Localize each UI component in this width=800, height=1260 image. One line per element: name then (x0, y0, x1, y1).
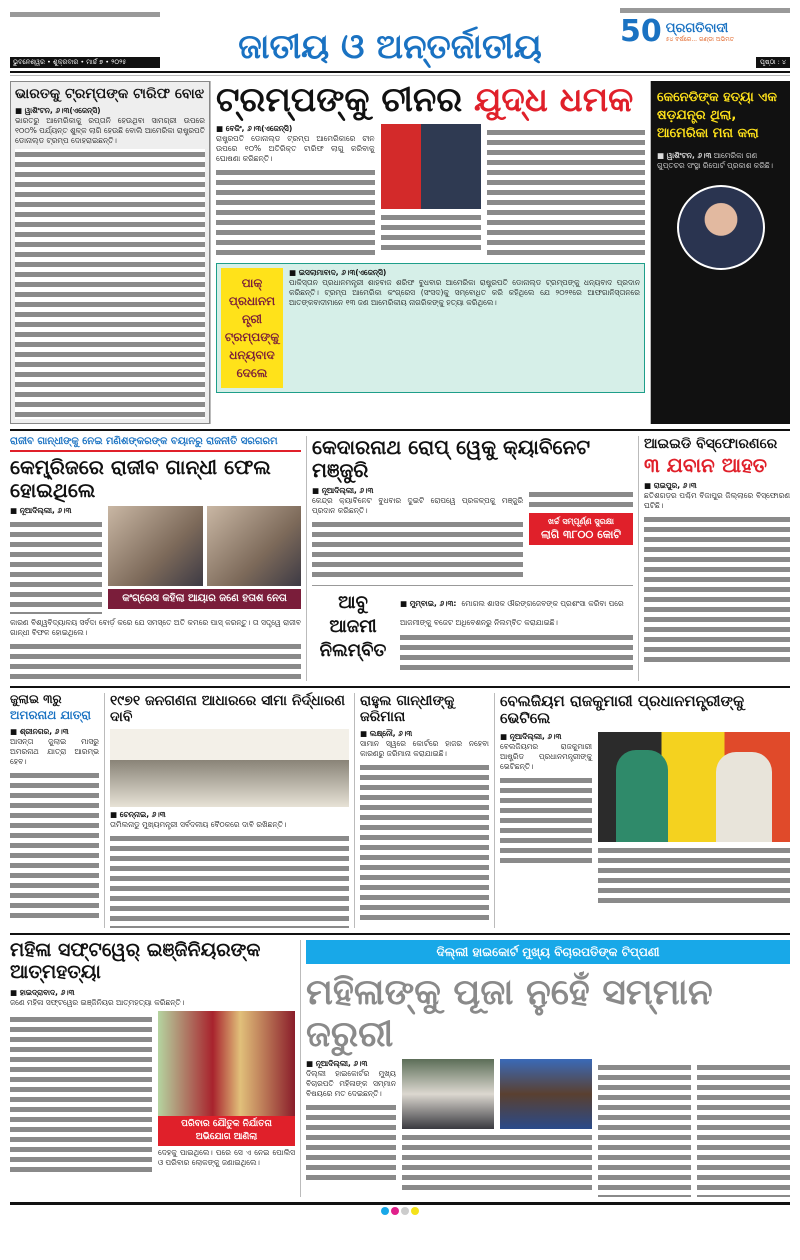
section-top (10, 75, 790, 429)
section-2: ରାଜୀବ ଗାନ୍ଧୀଙ୍କୁ ନେଇ ମଣିଶଙ୍କରଙ୍କ ବୟାନରୁ ରାଜନୀତି ସରଗରମ କେମ୍ବ୍ରିଜରେ ରାଜୀବ ଗାନ୍ଧୀ ଫେଲ ହୋଇଥିଲେ ■ ନୂଆଦିଲ୍ଲୀ, ୬।୩ କଂଗ୍ରେସ କହିଲା ଆୟାର ଜଣେ ହତାଶ ନେତା କାରଣ ବିଶ୍ୱବିଦ୍ୟାଳୟ ସର୍ବଦା ବୋର୍ଡ଼ କରେ ଯେ ସମସ୍ତେ ଅତି କମରେ ପାସ୍ କରନ୍ତୁ। ତା ସତ୍ତ୍ୱେ ରାଜୀବ ଗାନ୍ଧୀ ବିଫଳ ହୋଇଥିଲେ। କେଦାରନାଥ ରୋପ୍ ୱେକୁ କ୍ୟାବିନେଟ ମଞ୍ଜୁରି ■ ନୂଆଦିଲ୍ଲୀ, ୬।୩ କେନ୍ଦ୍ର କ୍ୟାବିନେଟ ବୁଧବାର ଦୁଇଟି ରୋପୱେ ପ୍ରକଳ୍ପକୁ ମଞ୍ଜୁରି ପ୍ରଦାନ କରିଛନ୍ତି। ଖର୍ଚ୍ଚ ସମ୍ପୂର୍ଣ୍ଣ ସୁରକ୍ଷା ଲାଗି ୩୮୦୦ କୋଟି ଆବୁ ଆଜମୀ ନିଲମ୍ବିତ ■ ମୁମ୍ବାଇ, ୬।୩: ମୋଗଲ ଶାସକ ଔରଙ୍ଗଜେବଙ୍କ ପ୍ରଶଂସା କରିବା ପରେ ଆଜମୀଙ୍କୁ ବଜେଟ ଅଧିବେଶନରୁ ନିଲମ୍ବିତ କରାଯାଇଛି। ଆଇଇଡି ବିସ୍ଫୋରଣରେ ୩ ଯବାନ ଆହତ ■ ରାଇପୁର, ୬।୩ ଛତିଶଗଡ଼ର ପଶ୍ଚିମ ବିଜାପୁର ଜିଲ୍ଲାରେ ବିସ୍ଫୋରଣ ଘଟିଛି। (10, 429, 790, 686)
aiyar-photo (108, 506, 203, 586)
engineer-caption: ପରିବାର ଯୌତୁକ ନିର୍ଯାତନା ଅଭିଯୋଗ ଆଣିଲା (158, 1116, 295, 1146)
pak-story: ପାକ୍ ପ୍ରଧାନମନ୍ତ୍ରୀ ଟ୍ରମ୍ପଙ୍କୁ ଧନ୍ୟବାଦ ଦେଲେ ■ ଇସଲାମାବାଦ, ୬।୩(ଏଜେନ୍ସି) ପାକିସ୍ତାନ ପ୍ରଧାନମନ୍ତ୍ରୀ ଶାହବାଜ ଶରିଫ ବୁଧବାର ଆମେରିକା ରାଷ୍ଟ୍ରପତି ଡୋନାଲ୍ଡ ଟ୍ରମ୍ପଙ୍କୁ ଧନ୍ୟବାଦ ପ୍ରଦାନ କରିଛନ୍ତି। ଟ୍ରମ୍ପ ଆମେରିକା କଂଗ୍ରେସ (ସଂସଦ)କୁ ସମ୍ବୋଧିତ କରି କହିଥିଲେ ଯେ ୨୦୨୧ରେ ଆଫଗାନିସ୍ତାନରେ ଆତଙ୍କବାଦୀମାନେ ୧୩ ଜଣ ଆମେରିକୀୟ ନାଗରିକଙ୍କୁ ହତ୍ୟା କରିଥିଲେ। (216, 263, 645, 393)
masthead-logo: 50 ପ୍ରଗତିବାଦୀ ୫୪ ବର୍ଷରେ... ଗଣ୍ଡା ଅଭିମତ (620, 14, 735, 49)
belgium-headline: ବେଲଜିୟମ ରାଜକୁମାରୀ ପ୍ରଧାନମନ୍ତ୍ରୀଙ୍କୁ ଭେଟିଲେ (500, 692, 745, 728)
header-rule-right (620, 8, 790, 13)
kennedy-diagonal-panel (650, 81, 790, 424)
couple-photo (158, 1011, 295, 1116)
registration-mark (401, 1207, 409, 1215)
section-3: ଜୁଲାଇ ୩ରୁ ଅମରନାଥ ଯାତ୍ରା ■ ଶ୍ରୀନଗର, ୬।୩ ଆସନ୍ତା ଜୁଲାଇ ମାସରୁ ଅମରନାଥ ଯାତ୍ରା ଆରମ୍ଭ ହେବ। ୧୯୭୧ ଜନଗଣନା ଆଧାରରେ ସୀମା ନିର୍ଦ୍ଧାରଣ ଦାବି ■ ଚେନ୍ନାଇ, ୬।୩ ତାମିଲନାଡୁ ମୁଖ୍ୟମନ୍ତ୍ରୀ ସର୍ବଦଳୀୟ ବୈଠକରେ ଦାବି ରଖିଛନ୍ତି। ରାହୁଲ ଗାନ୍ଧୀଙ୍କୁ ଜରିମାନା ■ ଲକ୍ଷ୍ନୌ, ୬।୩ ସାମାନ ସ୍ୱରେ କୋର୍ଟରେ ହାଜର ନହେବା କାରଣରୁ ଜରିମାନା କରାଯାଇଛି। ବେଲଜିୟମ ରାଜକୁମାରୀ ପ୍ରଧାନମନ୍ତ୍ରୀଙ୍କୁ ଭେଟିଲେ ■ ନୂଆଦିଲ୍ଲୀ, ୬।୩ ବେଲଜିୟମର ରାଜକୁମାରୀ ଆଷ୍ଟ୍ରିଡ ପ୍ରଧାନମନ୍ତ୍ରୀଙ୍କୁ ଭେଟିଛନ୍ତି। (10, 686, 790, 933)
section-4: ମହିଳା ସଫ୍ଟୱେର୍ ଇଞ୍ଜିନିୟରଙ୍କ ଆତ୍ମହତ୍ୟା ■ ହାଇଦ୍ରାବାଦ, ୬।୩ ଜଣେ ମହିଳା ସଫ୍ଟୱେର ଇଞ୍ଜିନିୟର ଆତ୍ମହତ୍ୟା କରିଛନ୍ତି। ପରିବାର ଯୌତୁକ ନିର୍ଯାତନା ଅଭିଯୋଗ ଆଣିଲା ଦେହକୁ ପାଇଥିଲେ। ପରେ ସେ ଏ ନେଇ ପୋଲିସ ଓ ପରିବାର ଲୋକଙ୍କୁ ଜଣାଇଥିଲେ। ଦିଲ୍ଲୀ ହାଇକୋର୍ଟ ମୁଖ୍ୟ ବିଚାରପତିଙ୍କ ଟିପ୍ପଣୀ ମହିଳାଙ୍କୁ ପୂଜା ନୁହେଁ ସମ୍ମାନ ଜରୁରୀ ■ ନୂଆଦିଲ୍ଲୀ, ୬।୩ ଦିଲ୍ଲୀ ହାଇକୋର୍ଟର ମୁଖ୍ୟ ବିଚାରପତି ମହିଳାଙ୍କ ସମ୍ମାନ ବିଷୟରେ ମତ ଦେଇଛନ୍ତି। (10, 933, 790, 1202)
speaker-photo (500, 1059, 592, 1129)
tariff-story: ଭାରତକୁ ଟ୍ରମ୍ପଙ୍କ ଟାରିଫ ବୋଝ ■ ୱାଶିଂଟନ, ୬।୩(ଏଜେନ୍ସି) ଭାରତରୁ ଆମେରିକାକୁ ରପ୍ତାନି ହେଉଥିବା ସାମଗ୍ରୀ ଉପରେ ୧୦୦% ପର୍ଯ୍ୟନ୍ତ ଶୁଳ୍କ ଲାଗି ହେଉଛି ବୋଲି ଆମେରିକା ରାଷ୍ଟ୍ରପତି ଡୋନାଲ୍ଡ ଟ୍ରମ୍ପ ଦୋହରାଇଛନ୍ତି। (10, 81, 210, 424)
pak-label: ପାକ୍ ପ୍ରଧାନମନ୍ତ୍ରୀ ଟ୍ରମ୍ପଙ୍କୁ ଧନ୍ୟବାଦ ଦେଲେ (221, 268, 283, 388)
rajiv-caption: କଂଗ୍ରେସ କହିଲା ଆୟାର ଜଣେ ହତାଶ ନେତା (108, 589, 301, 609)
census-headline: ୧୯୭୧ ଜନଗଣନା ଆଧାରରେ ସୀମା ନିର୍ଦ୍ଧାରଣ ଦାବି (110, 693, 345, 726)
abu-headline: ଆବୁ ଆଜମୀ ନିଲମ୍ବିତ (319, 592, 387, 662)
header-rule-left (10, 12, 160, 17)
registration-mark (381, 1207, 389, 1215)
official-photo (677, 185, 765, 270)
registration-mark (411, 1207, 419, 1215)
registration-mark (391, 1207, 399, 1215)
page-number: ପୃଷ୍ଠା : ୪ (756, 57, 790, 68)
kedarnath-cost-box: ଖର୍ଚ୍ଚ ସମ୍ପୂର୍ଣ୍ଣ ସୁରକ୍ଷା ଲାଗି ୩୮୦୦ କୋଟି (529, 513, 633, 545)
masthead (10, 0, 790, 73)
ied-headline-red: ୩ ଯବାନ ଆହତ (644, 453, 768, 478)
section-title: ଜାତୀୟ ଓ ଅନ୍ତର୍ଜାତୀୟ (238, 27, 542, 68)
kennedy-story: ■ ୱାଶିଂଟନ, ୬।୩ ଆମେରିକା ଗଣ ଗୁପ୍ତଚର ସଂସ୍ଥା ରିପୋର୍ଟ ପ୍ରକାଶ କରିଛି। (657, 151, 774, 170)
china-headline: ଟ୍ରମ୍ପଙ୍କୁ ଚୀନର ଯୁଦ୍ଧ ଧମକ (216, 80, 634, 120)
delhi-hc-headline: ମହିଳାଙ୍କୁ ପୂଜା ନୁହେଁ ସମ୍ମାନ ଜରୁରୀ (306, 972, 713, 1055)
chief-justice-photo (402, 1059, 494, 1129)
belgium-meeting-photo (598, 732, 790, 842)
meeting-photo (110, 729, 349, 807)
rajiv-kicker: ରାଜୀବ ଗାନ୍ଧୀଙ୍କୁ ନେଇ ମଣିଶଙ୍କରଙ୍କ ବୟାନରୁ ରାଜନୀତି ସରଗରମ (10, 436, 301, 452)
dateline: ଭୁବନେଶ୍ୱର • ଶୁକ୍ରବାର • ମାର୍ଚ୍ଚ ୭ • ୨୦୨୫ (10, 57, 160, 68)
amarnath-headline-blue: ଅମରନାଥ ଯାତ୍ରା (10, 707, 91, 722)
china-story: ଟ୍ରମ୍ପଙ୍କୁ ଚୀନର ଯୁଦ୍ଧ ଧମକ ■ ବେଜିଂ, ୬।୩(ଏଜେନ୍ସି) ରାଷ୍ଟ୍ରପତି ଡୋନାଲ୍ଡ ଟ୍ରମ୍ପ ଆମେରିକାରେ ଚୀନ ଉପରେ ୧୦% ଅତିରିକ୍ତ ଟାରିଫ ଲାଗୁ କରିବାକୁ ଘୋଷଣା କରିଛନ୍ତି। ପାକ୍ ପ୍ରଧାନମନ୍ତ୍ରୀ ଟ୍ରମ୍ପଙ୍କୁ ଧନ୍ୟବାଦ ଦେଲେ ■ ଇସଲାମାବାଦ, ୬।୩(ଏଜେନ୍ସି) ପାକିସ୍ତାନ ପ୍ରଧାନମନ୍ତ୍ରୀ ଶାହବାଜ ଶରିଫ ବୁଧବାର ଆମେରିକା ରାଷ୍ଟ୍ରପତି ଡୋନାଲ୍ଡ ଟ୍ରମ୍ପଙ୍କୁ ଧନ୍ୟବାଦ ପ୍ରଦାନ କରିଛନ୍ତି। ଟ୍ରମ୍ପ ଆମେରିକା କଂଗ୍ରେସ (ସଂସଦ)କୁ ସମ୍ବୋଧିତ କରି କହିଥିଲେ ଯେ ୨୦୨୧ରେ ଆଫଗାନିସ୍ତାନରେ ଆତଙ୍କବାଦୀମାନେ ୧୩ ଜଣ ଆମେରିକୀୟ ନାଗରିକଙ୍କୁ ହତ୍ୟା କରିଥିଲେ। (210, 81, 650, 424)
kennedy-headline: କେନେଡିଙ୍କ ହତ୍ୟା ଏକ ଷଡ଼ଯନ୍ତ୍ର ଥିଲା, ଆମେରିକା ମନା କଲା (657, 90, 777, 141)
rawat-photo (207, 506, 302, 586)
delhi-hc-banner: ଦିଲ୍ଲୀ ହାଇକୋର୍ଟ ମୁଖ୍ୟ ବିଚାରପତିଙ୍କ ଟିପ୍ପଣୀ (306, 940, 790, 964)
rahul-headline: ରାହୁଲ ଗାନ୍ଧୀଙ୍କୁ ଜରିମାନା (360, 693, 455, 726)
kedarnath-headline: କେଦାରନାଥ ରୋପ୍ ୱେକୁ କ୍ୟାବିନେଟ ମଞ୍ଜୁରି (312, 435, 591, 483)
spokesperson-photo (381, 124, 481, 209)
amarnath-headline: ଜୁଲାଇ ୩ରୁ (10, 692, 62, 707)
tariff-headline: ଭାରତକୁ ଟ୍ରମ୍ପଙ୍କ ଟାରିଫ ବୋଝ (15, 86, 205, 102)
engineer-headline: ମହିଳା ସଫ୍ଟୱେର୍ ଇଞ୍ଜିନିୟରଙ୍କ ଆତ୍ମହତ୍ୟା (10, 939, 261, 984)
rajiv-headline: କେମ୍ବ୍ରିଜରେ ରାଜୀବ ଗାନ୍ଧୀ ଫେଲ ହୋଇଥିଲେ (10, 455, 271, 503)
ied-headline: ଆଇଇଡି ବିସ୍ଫୋରଣରେ (644, 436, 778, 453)
